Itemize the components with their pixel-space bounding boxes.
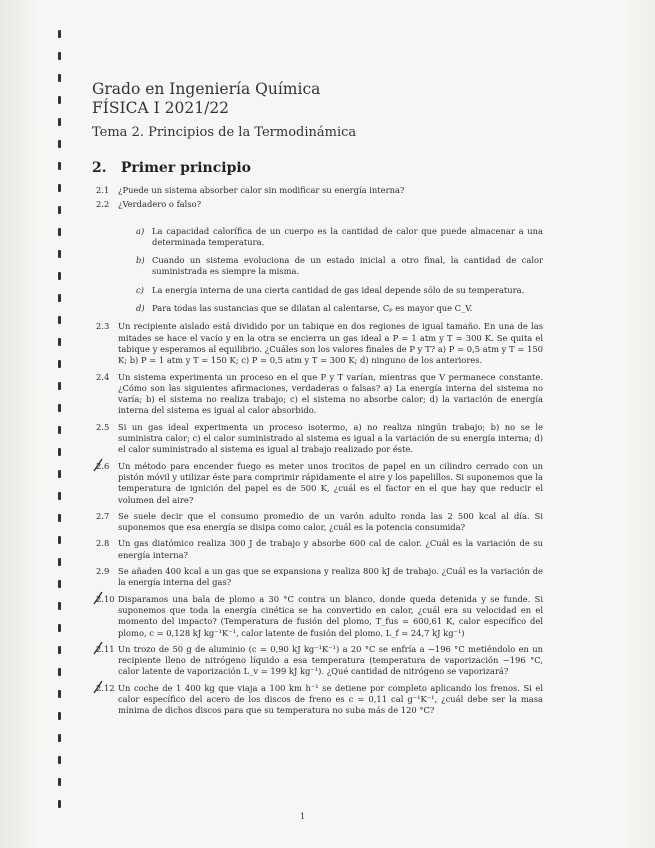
question-number: 2.9: [96, 566, 110, 577]
item-letter: a): [136, 225, 145, 236]
question-text: Un gas diatómico realiza 300 J de trabajo y absorbe 600 cal de calor. ¿Cuál es la variación de su energía interna?: [118, 538, 543, 560]
question-number: 2.5: [96, 421, 110, 432]
question-number: 2.7: [96, 510, 110, 521]
pen-check-mark-icon: [92, 641, 104, 655]
question-2-2: [96, 199, 543, 210]
pen-check-mark-icon: [92, 680, 104, 694]
item-text: La energía interna de una cierta cantidad de gas ideal depende sólo de su temperatura.: [152, 284, 525, 295]
question-text: Se suele decir que el consumo promedio de un varón adulto ronda las 2 500 kcal al día. Si suponemos que esa energía se disipa como calor, ¿cuál es la potencia consumida?: [118, 510, 543, 533]
question-text: Un recipiente aislado está dividido por un tabique en dos regiones de igual tamaño. En una de las mitades se hace el vacío y en la otra se encierra un gas ideal a P = 1 atm y T = 300 K. Se quita el tabique y esperamos al equilibrio. ¿Cuáles son los valores finales de P y T? a) P = 0,5 atm y T = 150 K; b) P = 1 atm y T = 150 K; c) P = 0,5 atm y T = 300 K; d) ninguno de los anteriores.: [118, 321, 543, 366]
question-2-7: [96, 511, 543, 534]
question-text: Si un gas ideal experimenta un proceso isotermo, a) no realiza ningún trabajo; b) no se le suministra calor; c) el calor suministrado al sistema es igual a la variación de su energía interna; d) el calor suministrado al sistema es igual al trabajo realizado por éste.: [118, 421, 543, 455]
topic-title: Tema 2. Principios de la Termodinámica: [92, 125, 357, 140]
question-2-9: [96, 566, 543, 589]
question-2-4: [96, 372, 543, 417]
question-text: Un trozo de 50 g de aluminio (c = 0,90 kJ kg⁻¹K⁻¹) a 20 °C se enfría a −196 °C metiéndolo en un recipiente lleno de nitrógeno líquido a esa temperatura (temperatura de vaporización −196 °C, calor latente de vaporización L_v = 199 kJ kg⁻¹). ¿Qué cantidad de nitrógeno se vaporizará?: [118, 643, 543, 677]
question-2-6: [96, 461, 543, 506]
question-2-3: [96, 321, 543, 366]
question-number: 2.6: [96, 460, 110, 471]
question-text: ¿Verdadero o falso?: [118, 199, 202, 210]
question-2-5: [96, 422, 543, 456]
document-header: [92, 80, 356, 142]
problem-list: [96, 185, 543, 722]
question-number: 2.2: [96, 199, 110, 210]
page-number: 1: [300, 812, 306, 821]
question-number: 2.4: [96, 371, 110, 382]
item-letter: d): [136, 303, 145, 314]
question-text: Un método para encender fuego es meter unos trocitos de papel en un cilindro cerrado con un pistón móvil y utilizar éste para comprimir rápidamente el aire y los papelillos. Si suponemos que la temperatura de ignición del papel es de 500 K, ¿cuál es el factor en el que hay que reducir el volumen del aire?: [118, 460, 543, 505]
question-2-2-item-b: [136, 255, 543, 278]
question-2-11: [96, 644, 543, 678]
question-number: 2.8: [96, 538, 110, 549]
question-2-2-item-c: [136, 285, 543, 296]
question-text: Un sistema experimenta un proceso en el que P y T varían, mientras que V permanece constante. ¿Cómo son las siguientes afirmaciones, verdaderas o falsas? a) La energía interna del sistema no varía; b) el sistema no realiza trabajo; c) el sistema no absorbe calor; d) la variación de energía interna del sistema es igual al calor absorbido.: [118, 371, 543, 416]
item-letter: b): [136, 255, 145, 266]
subject-title: FÍSICA I 2021/22: [92, 99, 230, 117]
question-number: 2.11: [96, 643, 115, 654]
question-number: 2.1: [96, 185, 110, 195]
question-2-10: [96, 594, 543, 639]
question-number: 2.3: [96, 321, 110, 332]
question-number: 2.12: [96, 682, 115, 693]
question-2-2-item-a: [136, 226, 543, 249]
question-text: Un coche de 1 400 kg que viaja a 100 km h⁻¹ se detiene por completo aplicando los frenos. Si el calor específico del acero de los discos de freno es c = 0,11 cal g⁻¹K⁻¹, ¿cuál debe ser la masa mínima de dichos discos para que su temperatura no suba más de 120 °C?: [118, 682, 543, 716]
section-heading: [92, 160, 251, 176]
question-2-2-item-d: [136, 303, 543, 314]
question-number: 2.10: [96, 593, 115, 604]
question-2-1: [96, 185, 543, 196]
section-title: Primer principio: [120, 160, 252, 176]
pen-check-mark-icon: [92, 591, 104, 605]
question-text: Se añaden 400 kcal a un gas que se expansiona y realiza 800 kJ de trabajo. ¿Cuál es la variación de la energía interna del gas?: [118, 566, 543, 588]
item-text: La capacidad calorífica de un cuerpo es la cantidad de calor que puede almacenar a una determinada temperatura.: [152, 225, 543, 247]
question-text: Disparamos una bala de plomo a 30 °C contra un blanco, donde queda detenida y se funde. Si suponemos que toda la energía cinética se ha convertido en calor, ¿cuál era su velocidad en el momento del impacto? (Temperatura de fusión del plomo, T_fus = 600,61 K, calor específico del plomo, c = 0,128 kJ kg⁻¹K⁻¹, calor latente de fusión del plomo, L_f = 24,7 kJ kg⁻¹): [118, 593, 543, 638]
item-text: Para todas las sustancias que se dilatan al calentarse, Cₚ es mayor que C_V.: [152, 303, 473, 314]
item-text: Cuando un sistema evoluciona de un estado inicial a otro final, la cantidad de calor suministrada es siempre la misma.: [152, 255, 543, 277]
question-text: ¿Puede un sistema absorber calor sin modificar su energía interna?: [118, 185, 405, 195]
section-number: 2.: [92, 160, 107, 176]
pen-check-mark-icon: [92, 458, 104, 472]
binding-holes: [58, 30, 64, 830]
question-2-8: [96, 538, 543, 561]
item-letter: c): [136, 284, 144, 295]
question-2-12: [96, 683, 543, 717]
course-title: Grado en Ingeniería Química: [92, 80, 321, 98]
